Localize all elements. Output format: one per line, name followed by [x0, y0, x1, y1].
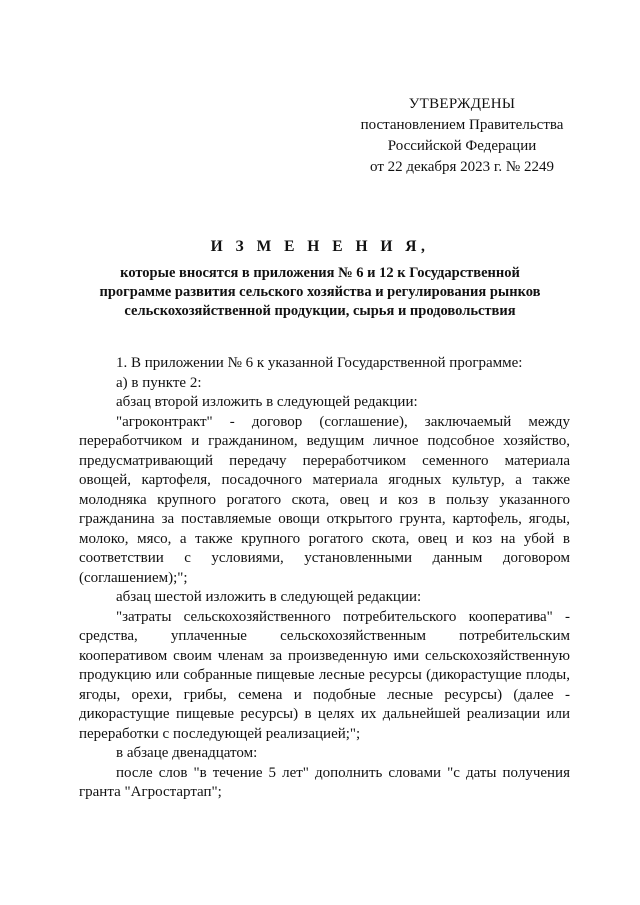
approval-line: Российской Федерации [387, 138, 537, 154]
paragraph: в абзаце двенадцатом: [116, 745, 258, 761]
paragraph: а) в пункте 2: [116, 374, 202, 391]
approval-title: УТВЕРЖДЕНЫ [408, 96, 516, 112]
paragraph: после слов "в течение 5 лет" дополнить словами "с даты получения гранта "Агростартап"; [79, 764, 570, 800]
paragraph: абзац шестой изложить в следующей редакции: [116, 589, 422, 605]
document-subtitle-line: сельскохозяйственной продукции, сырья и продовольствия [124, 303, 516, 319]
paragraph: "агроконтракт" - договор (соглашение), заключаемый между переработчиком и гражданином, ведущим личное подсобное хозяйство, предусматривающий передачу переработчиком семенного материала овощей, картофеля, посадочного материала ягодных культур, а также молодняка крупного рогатого скота, овец и коз в пользу указанного гражданина за поставляемые овощи открытого грунта, картофель, ягоды, молоко, мясо, а также крупного рогатого скота, овец и коз на убой в соответствии с условиями, установленными данным договором (соглашением);"; [79, 413, 570, 586]
document-title: И З М Е Н Е Н И Я, [210, 238, 430, 255]
paragraph: "затраты сельскохозяйственного потребительского кооператива" - средства, уплаченные сельскохозяйственным потребительским кооперативом своим членам за произведенную ими сельскохозяйственную продукцию или собранные пищевые лесные ресурсы (дикорастущие плоды, ягоды, орехи, грибы, семена и подобные лесные ресурсы) (далее - дикорастущие пищевые ресурсы) в целях их дальнейшей реализации или переработки с последующей реализацией;"; [79, 608, 570, 742]
document-body [79, 354, 570, 803]
paragraph: абзац второй изложить в следующей редакции: [116, 394, 418, 410]
approval-line: постановлением Правительства [360, 117, 564, 133]
approval-stamp [348, 94, 576, 178]
approval-date: от 22 декабря 2023 г. № 2249 [370, 159, 554, 175]
document-subtitle-line: программе развития сельского хозяйства и регулирования рынков [99, 284, 541, 300]
document-heading [80, 238, 560, 321]
document-subtitle-line: которые вносятся в приложения № 6 и 12 к Государственной [120, 265, 520, 281]
paragraph: 1. В приложении № 6 к указанной Государственной программе: [116, 355, 523, 371]
